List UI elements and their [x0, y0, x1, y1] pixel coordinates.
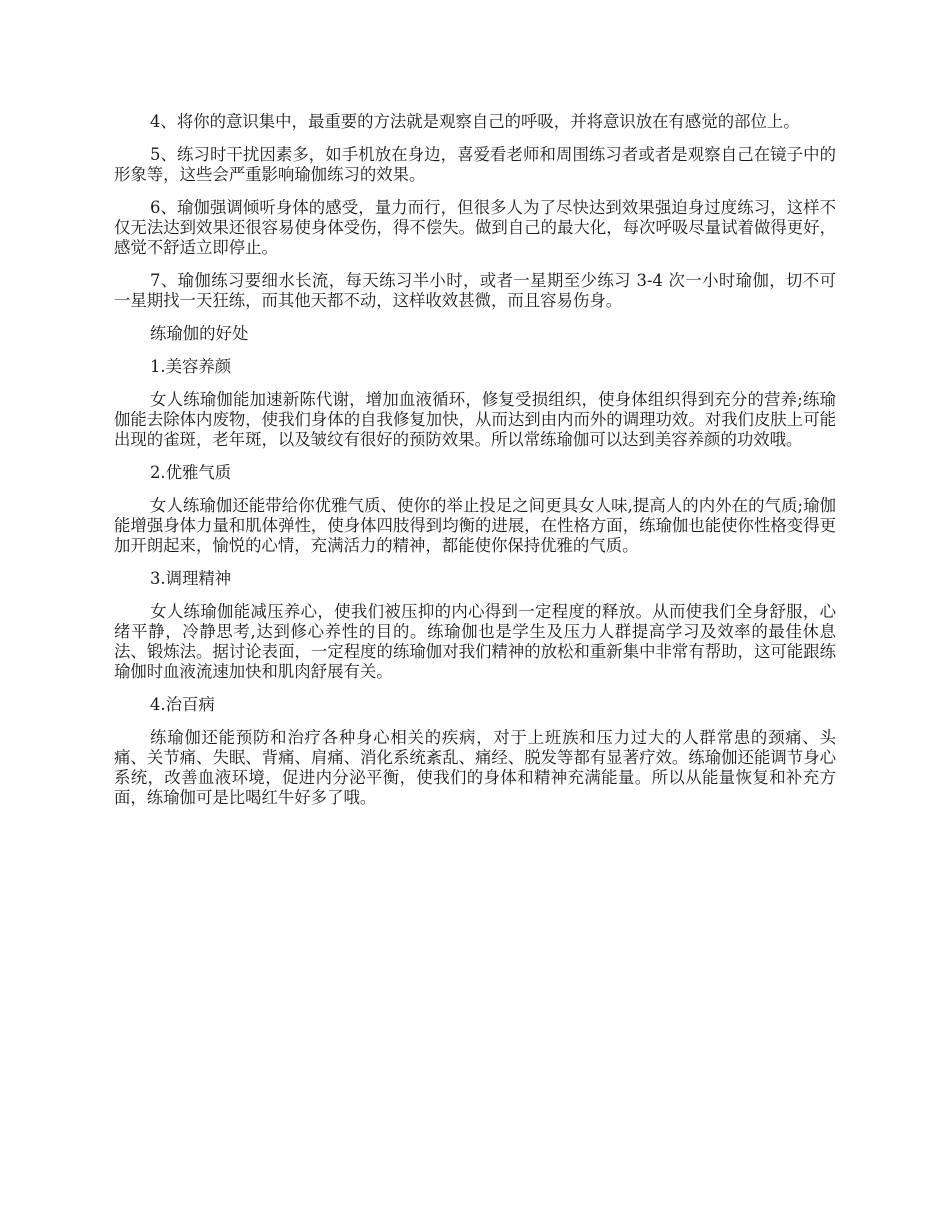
paragraph-tip-7: 7、瑜伽练习要细水长流，每天练习半小时，或者一星期至少练习 3-4 次一小时瑜伽，切不可一星期找一天狂练，而其他天都不动，这样收效甚微，而且容易伤身。	[114, 271, 836, 310]
paragraph-tip-4: 4、将你的意识集中，最重要的方法就是观察自己的呼吸，并将意识放在有感觉的部位上。	[150, 112, 800, 131]
heading-beauty: 1.美容养颜	[150, 357, 232, 376]
document-body	[114, 112, 836, 821]
heading-spirit: 3.调理精神	[150, 569, 232, 588]
paragraph-cure: 练瑜伽还能预防和治疗各种身心相关的疾病，对于上班族和压力过大的人群常患的颈痛、头痛、关节痛、失眠、背痛、肩痛、消化系统紊乱、痛经、脱发等都有显著疗效。练瑜伽还能调节身心系统，改善血液环境，促进内分泌平衡，使我们的身体和精神充满能量。所以从能量恢复和补充方面，练瑜伽可是比喝红牛好多了哦。	[114, 728, 836, 807]
paragraph-beauty: 女人练瑜伽能加速新陈代谢，增加血液循环，修复受损组织，使身体组织得到充分的营养;练瑜伽能去除体内废物，使我们身体的自我修复加快，从而达到由内而外的调理功效。对我们皮肤上可能出现的雀斑，老年斑，以及皱纹有很好的预防效果。所以常练瑜伽可以达到美容养颜的功效哦。	[114, 390, 836, 449]
heading-elegance: 2.优雅气质	[150, 463, 232, 482]
paragraph-spirit: 女人练瑜伽能减压养心，使我们被压抑的内心得到一定程度的释放。从而使我们全身舒服，心绪平静，冷静思考,达到修心养性的目的。练瑜伽也是学生及压力人群提高学习及效率的最佳休息法、锻炼法。据讨论表面，一定程度的练瑜伽对我们精神的放松和重新集中非常有帮助，这可能跟练瑜伽时血液流速加快和肌肉舒展有关。	[114, 602, 836, 681]
heading-benefits: 练瑜伽的好处	[150, 324, 249, 343]
paragraph-tip-6: 6、瑜伽强调倾听身体的感受，量力而行，但很多人为了尽快达到效果强迫身过度练习，这样不仅无法达到效果还很容易使身体受伤，得不偿失。做到自己的最大化，每次呼吸尽量试着做得更好，感觉不舒适立即停止。	[114, 198, 836, 257]
heading-cure: 4.治百病	[150, 695, 215, 714]
paragraph-elegance: 女人练瑜伽还能带给你优雅气质、使你的举止投足之间更具女人味,提高人的内外在的气质;瑜伽能增强身体力量和肌体弹性，使身体四肢得到均衡的进展，在性格方面，练瑜伽也能使你性格变得更加开朗起来，愉悦的心情，充满活力的精神，都能使你保持优雅的气质。	[114, 496, 836, 555]
paragraph-tip-5: 5、练习时干扰因素多，如手机放在身边，喜爱看老师和周围练习者或者是观察自己在镜子中的形象等，这些会严重影响瑜伽练习的效果。	[114, 145, 836, 184]
